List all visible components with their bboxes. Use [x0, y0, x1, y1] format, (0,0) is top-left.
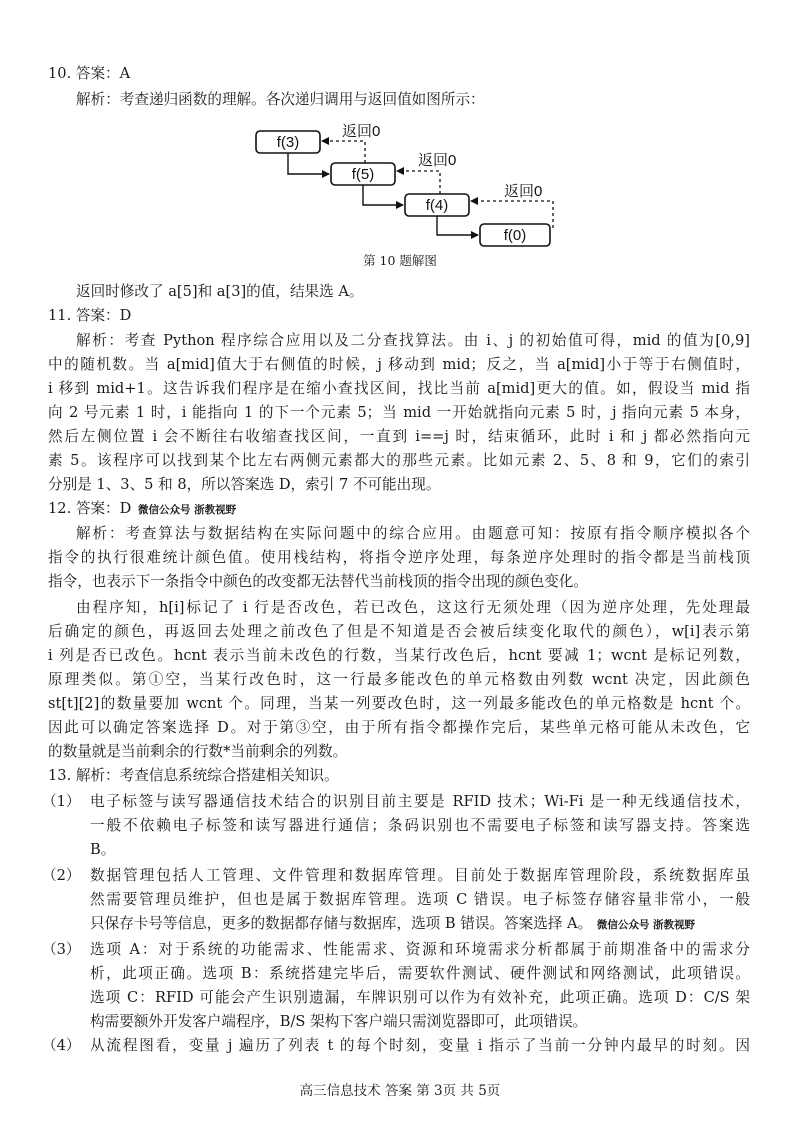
call-arrow-f3-f5 [288, 153, 329, 174]
node-f0-label: f(0) [503, 227, 527, 244]
q12-line-8: st[t][2]的数量要加 wcnt 个。同理，当某一列要改色时，这一列最多能改色的单元格数是 hcnt 个。 [48, 695, 750, 712]
q11-answer: 11. 答案：D [48, 307, 132, 324]
q13-item2-line-2: 然需要管理员维护，但也是属于数据库管理。选项 C 错误。电子标签存储容量非常小，一般 [90, 891, 750, 908]
q10-analysis: 解析：考查递归函数的理解。各次递归调用与返回值如图所示： [76, 91, 485, 108]
q13-item3-line-1: 选项 A：对于系统的功能需求、性能需求、资源和环境需求分析都属于前期准备中的需求分 [90, 941, 750, 958]
return-arrow-f5-f3 [322, 141, 365, 163]
q11-line-7: 分别是 1、3、5 和 8，所以答案选 D，索引 7 不可能出现。 [48, 476, 441, 493]
q13-item1-line-1: 电子标签与读写器通信技术结合的识别目前主要是 RFID 技术；Wi-Fi 是一种无线通信技术， [90, 793, 750, 810]
q12-watermark: 微信公众号 浙教视野 [137, 504, 237, 516]
q11-line-6: 素 5。该程序可以找到某个比左右两侧元素都大的那些元素。比如元素 2、5、8 和 9，它们的索引 [48, 452, 750, 469]
q12-line-5: 后确定的颜色，再返回去处理之前改色了但是不知道是否会被后续变化取代的颜色），w[i]表示第 [48, 623, 750, 640]
call-arrow-f5-f4 [363, 185, 403, 205]
q12-answer-row [48, 499, 236, 520]
q12-line-7: 原理类似。第①空，当某行改色时，这一行最多能改色的单元格数由列数 wcnt 决定，因此颜色 [48, 671, 750, 688]
q13-item2-line-1: 数据管理包括人工管理、文件管理和数据库管理。目前处于数据库管理阶段，系统数据库虽 [90, 867, 750, 884]
q13-item2-watermark: 微信公众号 浙教视野 [596, 919, 695, 931]
q11-line-5: 然后左侧位置 i 会不断往右收缩查找区间，一直到 i==j 时，结束循环，此时 i 和 j 都必然指向元 [48, 428, 750, 445]
q12-answer: 12. 答案：D [48, 500, 132, 517]
q13-item4-num: （4） [42, 1037, 81, 1054]
q10-answer: 10. 答案：A [48, 65, 131, 82]
q13-item3-line-3: 选项 C：RFID 可能会产生识别遗漏，车牌识别可以作为有效补充，此项正确。选项 D：C/S 架 [90, 989, 750, 1006]
q13-item3-num: （3） [42, 941, 81, 958]
return-arrow-f4-f5 [397, 171, 440, 194]
page-footer: 高三信息技术 答案 第 3页 共 5页 [299, 1083, 501, 1099]
q12-line-10: 的数量就是当前剩余的行数*当前剩余的列数。 [48, 743, 348, 760]
return-label-2: 返回0 [418, 152, 457, 169]
q13-item3-line-2: 析，此项正确。选项 B：系统搭建完毕后，需要软件测试、硬件测试和网络测试，此项错误。 [90, 965, 750, 982]
return-label-1: 返回0 [342, 123, 381, 140]
q13-item1-line-3: B。 [90, 841, 116, 858]
figure-caption: 第 10 题解图 [363, 253, 437, 268]
q13-item1-num: （1） [42, 793, 81, 810]
q13-item2-line-3-row [90, 914, 695, 935]
q11-line-4: 向 2 号元素 1 时，i 能指向 1 的下一个元素 5；当 mid 一开始就指向元素 5 时，j 指向元素 5 本身， [48, 404, 750, 421]
q13-item2-line-3: 只保存卡号等信息，更多的数据都存储与数据库，选项 B 错误。答案选择 A。 [90, 915, 593, 932]
q11-line-1: 解析：考查 Python 程序综合应用以及二分查找算法。由 i、j 的初始值可得，mid 的值为[0,9] [76, 332, 750, 349]
q11-line-2: 中的随机数。当 a[mid]值大于右侧值的时候，j 移动到 mid；反之，当 a[mid]小于等于右侧值时， [48, 356, 750, 373]
node-f4-label: f(4) [425, 197, 449, 214]
recursion-diagram [240, 118, 570, 250]
return-label-3: 返回0 [504, 183, 543, 200]
q13-item3-line-4: 构需要额外开发客户端程序，B/S 架构下客户端只需浏览器即可，此项错误。 [90, 1013, 588, 1030]
q12-line-3: 指令，也表示下一条指令中颜色的改变都无法替代当前栈顶的指令出现的颜色变化。 [48, 573, 588, 590]
q13-intro: 13. 解析：考查信息系统综合搭建相关知识。 [48, 767, 339, 784]
q13-item2-num: （2） [42, 867, 81, 884]
q10-conclusion: 返回时修改了 a[5]和 a[3]的值，结果选 A。 [76, 283, 364, 300]
q12-line-2: 指令的执行很难统计颜色值。使用栈结构，将指令逆序处理，每条逆序处理时的指令都是当前栈顶 [48, 549, 750, 566]
q12-line-6: i 列是否已改色。hcnt 表示当前未改色的行数，当某行改色后，hcnt 要减 1；wcnt 是标记列数， [48, 647, 750, 664]
q13-item1-line-2: 一般不依赖电子标签和读写器进行通信；条码识别也不需要电子标签和读写器支持。答案选 [90, 817, 750, 834]
q11-line-3: i 移到 mid+1。这告诉我们程序是在缩小查找区间，找比当前 a[mid]更大的值。如，假设当 mid 指 [48, 380, 750, 397]
q12-line-4: 由程序知，h[i]标记了 i 行是否改色，若已改色，这这行无须处理（因为逆序处理，先处理最 [76, 599, 750, 616]
call-arrow-f4-f0 [437, 216, 478, 235]
q12-line-9: 因此可以确定答案选择 D。对于第③空，由于所有指令都操作完后，某些单元格可能从未改色，它 [48, 719, 750, 736]
q13-item4-line-1: 从流程图看，变量 j 遍历了列表 t 的每个时刻，变量 i 指示了当前一分钟内最早的时刻。因 [90, 1037, 750, 1054]
node-f5-label: f(5) [351, 166, 375, 183]
q12-line-1: 解析：考查算法与数据结构在实际问题中的综合应用。由题意可知：按原有指令顺序模拟各个 [76, 525, 750, 542]
node-f3-label: f(3) [276, 134, 300, 151]
